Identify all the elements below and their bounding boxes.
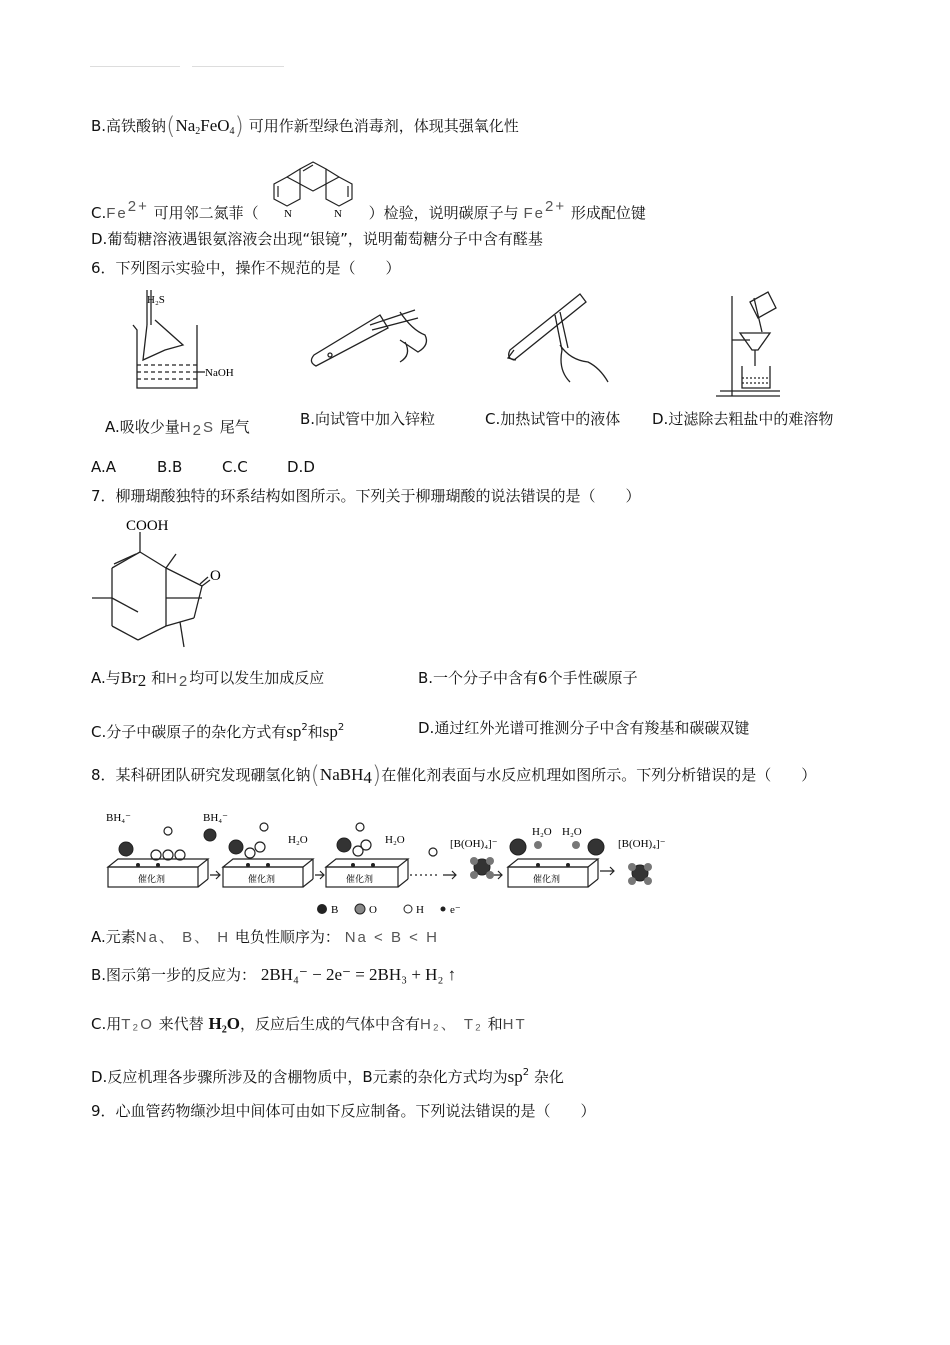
q5-option-b: B.高铁酸钠$(Na_2FeO_4)$ 可用作新型绿色消毒剂，体现其强氧化性 (91, 112, 519, 140)
legend-e: e⁻ (450, 904, 461, 916)
q5-option-d: D.葡萄糖溶液遇银氨溶液会出现“银镜”，说明葡萄糖分子中含有醛基 (91, 230, 543, 248)
catalyst-label-4: 催化剂 (533, 875, 561, 885)
h2o-label-2: H₂O (385, 834, 405, 846)
figure-c-caption: C.加热试管中的液体 (485, 410, 621, 428)
q5-option-c: $C.Fe^{2+}$ 可用邻二氮菲（ ）检验，说明碳原子与 $Fe^{2+}$ 形成配位键 (91, 198, 646, 222)
catalyst-label-2: 催化剂 (248, 875, 276, 885)
bh4-label-1: BH₄⁻ (106, 812, 131, 824)
q9-stem: 9．心血管药物缬沙坦中间体可由如下反应制备。下列说法错误的是（ ） (91, 1102, 596, 1120)
phen-n-right: N (334, 208, 342, 220)
figure-a-naoh-label: NaOH (205, 367, 234, 379)
figure-d-caption: D.过滤除去粗盐中的难溶物 (652, 410, 834, 428)
ketone-o-label: O (210, 568, 221, 584)
figure-a-gas-label: H₂S (147, 294, 165, 306)
phen-n-left: N (284, 208, 292, 220)
figure-c-heating (500, 290, 620, 385)
bh4-label-2: BH₄⁻ (203, 812, 228, 824)
q6-stem: 6．下列图示实验中，操作不规范的是（ ） (91, 259, 401, 277)
header-rule-right (192, 66, 284, 67)
figure-d-filtration (710, 288, 790, 400)
q6-choice-c[interactable]: C.C (222, 458, 248, 476)
catalyst-label-3: 催化剂 (346, 875, 374, 885)
h2o-label-4: H₂O (562, 826, 582, 838)
legend-h: H (416, 904, 424, 916)
mechanism-legend (317, 904, 461, 916)
boh4-label-1: [B(OH)₄]⁻ (450, 838, 498, 850)
q7-option-a: A.与$Br_2$ 和$H_2$均可以发生加成反应 (91, 668, 325, 690)
q8-option-d: D.反应机理各步骤所涉及的含棚物质中，B元素的杂化方式均为$sp^2$ 杂化 (91, 1067, 564, 1086)
q6-choice-b[interactable]: B.B (157, 458, 183, 476)
q8-stem: 8．某科研团队研究发现硼氢化钠(NaBH$_4$)在催化剂表面与水反应机理如图所示。下列分析错误的是（ ） (91, 761, 817, 789)
q6-choice-a[interactable]: A.A (91, 458, 117, 476)
q7-option-b: B.一个分子中含有6个手性碳原子 (418, 669, 638, 687)
catalyst-label-1: 催化剂 (138, 875, 166, 885)
q6-choice-d[interactable]: D.D (287, 458, 315, 476)
figure-a-beaker (125, 290, 250, 395)
cooh-label: COOH (126, 518, 169, 534)
q8-option-c: C.用T₂O 来代替 H₂O，反应后生成的气体中含有H₂、 T₂ 和HT (91, 1014, 527, 1033)
boh4-label-2: [B(OH)₄]⁻ (618, 838, 666, 850)
h2o-label-3: H₂O (532, 826, 552, 838)
header-rule-left (90, 66, 180, 67)
h2o-label-1: H₂O (288, 834, 308, 846)
legend-o: O (369, 904, 377, 916)
nabh4-mechanism-figure (98, 805, 678, 920)
q7-option-d: D.通过红外光谱可推测分子中含有羧基和碳碳双键 (418, 719, 750, 737)
figure-b-caption: B.向试管中加入锌粒 (300, 410, 436, 428)
figure-b-test-tube (300, 300, 440, 375)
q8-option-b: B.图示第一步的反应为： 2BH₄⁻ − 2e⁻ = 2BH₃ + H₂ ↑ (91, 965, 457, 984)
figure-a-caption: A.吸收少量$H_2S$ 尾气 (105, 418, 250, 439)
gorgonic-acid-structure (92, 512, 242, 657)
q7-option-c: C.分子中碳原子的杂化方式有$sp^2$和$sp^2$ (91, 722, 345, 741)
q7-stem: 7．柳珊瑚酸独特的环系结构如图所示。下列关于柳珊瑚酸的说法错误的是（ ） (91, 487, 641, 505)
legend-b: B (331, 904, 339, 916)
q8-option-a: A.元素Na、 B、 H 电负性顺序为： Na < B < H (91, 928, 439, 946)
